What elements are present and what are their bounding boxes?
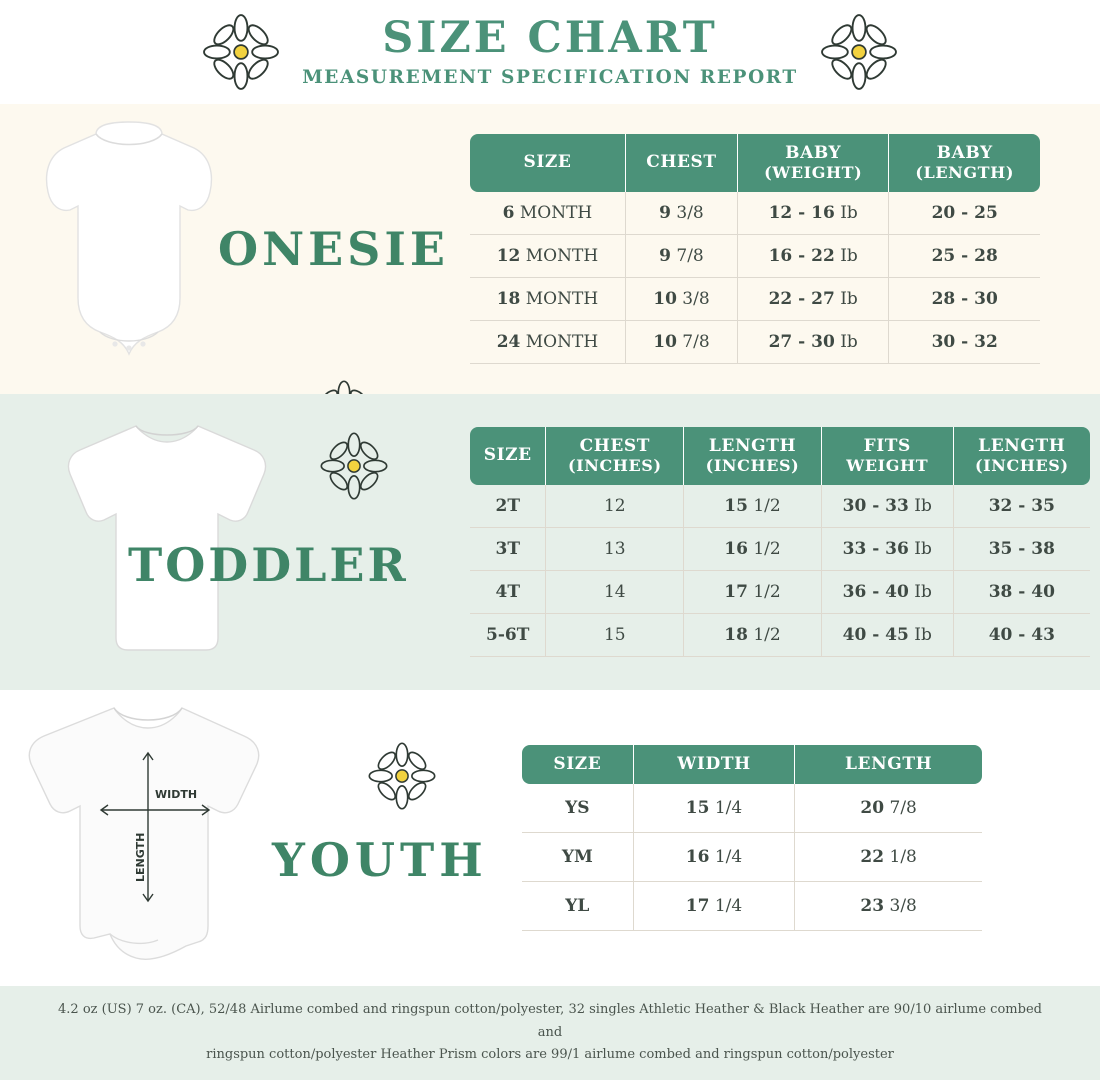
section-youth xyxy=(0,690,1100,986)
table-header-cell: SIZE xyxy=(522,745,634,785)
table-cell: 3T xyxy=(470,528,546,571)
page-title: SIZE CHART xyxy=(382,12,718,63)
width-label: WIDTH xyxy=(155,788,198,801)
table-cell: 17 1/4 xyxy=(634,882,796,931)
table-cell: 30 - 32 xyxy=(889,321,1040,364)
table-cell: YL xyxy=(522,882,634,931)
table-cell: 10 7/8 xyxy=(626,321,738,364)
table-cell: 20 - 25 xyxy=(889,192,1040,235)
table-row xyxy=(522,882,982,931)
table-cell: 9 3/8 xyxy=(626,192,738,235)
table-header-cell: SIZE xyxy=(470,427,546,485)
daisy-icon xyxy=(816,9,902,95)
table-row xyxy=(470,528,1090,571)
table-cell: 22 1/8 xyxy=(795,833,982,882)
header-line1: SIZE xyxy=(523,152,572,173)
table-cell: YS xyxy=(522,784,634,833)
page-header xyxy=(0,0,1100,104)
onesie-size-table xyxy=(470,134,1040,364)
page-footer xyxy=(0,986,1100,1080)
baby-onesie-illustration xyxy=(34,118,224,384)
table-cell: 9 7/8 xyxy=(626,235,738,278)
table-header-row xyxy=(470,134,1040,192)
table-cell: 12 - 16 Ib xyxy=(738,192,889,235)
table-header-cell: LENGTH (INCHES) xyxy=(684,427,822,485)
table-row xyxy=(470,192,1040,235)
table-header-cell xyxy=(889,134,1040,192)
table-cell: 6 MONTH xyxy=(470,192,626,235)
table-header-cell xyxy=(470,134,626,192)
length-label: LENGTH xyxy=(134,832,147,882)
toddler-tshirt-illustration xyxy=(58,416,276,656)
table-header-cell: FITS WEIGHT xyxy=(822,427,954,485)
table-row xyxy=(470,235,1040,278)
table-row xyxy=(470,614,1090,657)
toddler-table-column xyxy=(470,394,1100,690)
table-cell: 40 - 45 Ib xyxy=(822,614,954,657)
table-cell: 16 1/4 xyxy=(634,833,796,882)
header-line1: BABY xyxy=(785,143,842,164)
table-header-row xyxy=(522,745,982,785)
table-row xyxy=(522,833,982,882)
table-cell: 27 - 30 Ib xyxy=(738,321,889,364)
table-cell: 2T xyxy=(470,485,546,528)
section-onesie xyxy=(0,104,1100,394)
header-line1: BABY xyxy=(936,143,993,164)
table-cell: 16 1/2 xyxy=(684,528,822,571)
table-cell: 38 - 40 xyxy=(954,571,1090,614)
table-header-cell xyxy=(738,134,889,192)
table-header-cell xyxy=(626,134,738,192)
toddler-size-table xyxy=(470,427,1090,657)
table-row xyxy=(470,485,1090,528)
table-cell: 32 - 35 xyxy=(954,485,1090,528)
header-line2: (WEIGHT) xyxy=(764,162,863,182)
table-cell: 33 - 36 Ib xyxy=(822,528,954,571)
table-header-row xyxy=(470,427,1090,485)
table-cell: 36 - 40 Ib xyxy=(822,571,954,614)
youth-size-table xyxy=(522,745,982,932)
table-cell: 17 1/2 xyxy=(684,571,822,614)
table-cell: 28 - 30 xyxy=(889,278,1040,321)
table-cell: 30 - 33 Ib xyxy=(822,485,954,528)
footer-line-2: ringspun cotton/polyester Heather Prism colors are 99/1 airlume combed and ringspun cotton/polyester xyxy=(206,1047,894,1063)
table-row xyxy=(470,278,1040,321)
label-onesie: ONESIE xyxy=(218,222,449,276)
label-youth: YOUTH xyxy=(272,833,488,887)
table-cell: 18 MONTH xyxy=(470,278,626,321)
header-line2: (LENGTH) xyxy=(915,162,1015,182)
table-header-cell: WIDTH xyxy=(634,745,796,785)
youth-tshirt-illustration xyxy=(18,694,276,972)
youth-table-column xyxy=(470,690,1100,986)
table-cell: 16 - 22 Ib xyxy=(738,235,889,278)
table-cell: 15 1/4 xyxy=(634,784,796,833)
table-cell: YM xyxy=(522,833,634,882)
page-subtitle: MEASUREMENT SPECIFICATION REPORT xyxy=(302,67,798,89)
table-row xyxy=(522,784,982,833)
table-header-cell: CHEST (INCHES) xyxy=(546,427,684,485)
footer-line-1: 4.2 oz (US) 7 oz. (CA), 52/48 Airlume combed and ringspun cotton/polyester, 32 singles Athletic Heather & Black Heather are 90/10 airlume combed and xyxy=(58,1001,1042,1040)
table-cell: 23 3/8 xyxy=(795,882,982,931)
table-header-cell: LENGTH xyxy=(795,745,982,785)
table-cell: 22 - 27 Ib xyxy=(738,278,889,321)
daisy-icon xyxy=(364,738,440,814)
table-row xyxy=(470,321,1040,364)
table-cell: 25 - 28 xyxy=(889,235,1040,278)
daisy-icon xyxy=(316,428,392,504)
table-cell: 15 xyxy=(546,614,684,657)
header-line1: CHEST xyxy=(646,152,717,173)
table-cell: 10 3/8 xyxy=(626,278,738,321)
table-cell: 14 xyxy=(546,571,684,614)
table-cell: 4T xyxy=(470,571,546,614)
onesie-table-column xyxy=(470,104,1100,394)
table-cell: 12 xyxy=(546,485,684,528)
table-row xyxy=(470,571,1090,614)
table-cell: 35 - 38 xyxy=(954,528,1090,571)
table-cell: 13 xyxy=(546,528,684,571)
table-header-cell: LENGTH (INCHES) xyxy=(954,427,1090,485)
daisy-icon xyxy=(198,9,284,95)
table-cell: 40 - 43 xyxy=(954,614,1090,657)
table-cell: 18 1/2 xyxy=(684,614,822,657)
table-cell: 20 7/8 xyxy=(795,784,982,833)
table-cell: 24 MONTH xyxy=(470,321,626,364)
table-cell: 15 1/2 xyxy=(684,485,822,528)
table-cell: 5-6T xyxy=(470,614,546,657)
table-cell: 12 MONTH xyxy=(470,235,626,278)
label-toddler: TODDLER xyxy=(128,538,409,592)
